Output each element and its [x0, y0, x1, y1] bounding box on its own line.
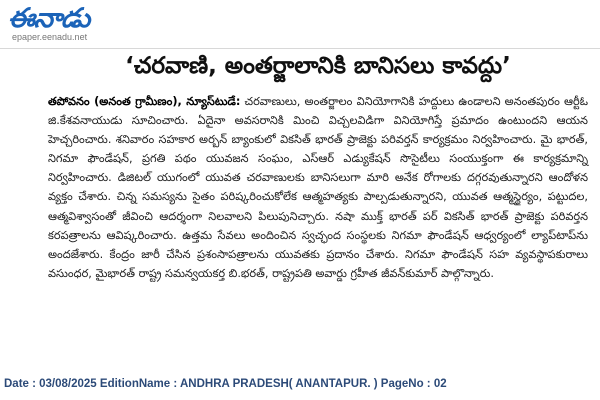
masthead: [8, 4, 158, 48]
article-headline: ‘చరవాణి, అంతర్జాలానికి బానిసలు కావద్దు’: [125, 53, 511, 79]
article-body: [48, 92, 588, 283]
newspaper-logo: ఈనాడు: [8, 3, 90, 34]
article-dateline: తపోవనం (అనంత గ్రామీణం), న్యూస్‌టుడే:: [48, 95, 241, 108]
edition-info: Date : 03/08/2025 EditionName : ANDHRA PRADESH( ANANTAPUR. ) PageNo : 02: [4, 378, 447, 390]
epaper-url: epaper.eenadu.net: [12, 32, 88, 42]
article-body-text: చరవాణులు, అంతర్జాలం వినియోగానికి హద్దులు ఉండాలని అనంతపురం ఆర్టీఓ జి.కేశవనాయుడు సూచించారు. ఏదైనా అవసరానికి మించి విచ్చలవిడిగా వినియోగిస్తే ప్రమాదం ఉంటుందని ఆయన హెచ్చరించారు. శనివారం సహకార అర్బన్ బ్యాంకులో వికసిత్ భారత్ ప్రాజెక్టు పరివర్తన్ కార్యక్రమం నిర్వహించారు. మై భారత్, నిగమా ఫౌండేషన్, ప్రగతి పథం యువజన సంఘం, ఎస్‌ఆర్ ఎడ్యుకేషన్ సొసైటీలు సంయుక్తంగా ఈ కార్యక్రమాన్ని నిర్వహించారు. డిజిటల్ యుగంలో యువత చరవాణులకు బానిసలుగా మారి అనేక రోగాలకు దగ్గరవుతున్నారని ఆందోళన వ్యక్తం చేశారు. చిన్న సమస్యను సైతం పరిష్కరించుకోలేక ఆత్మహత్యకు పాల్పడుతున్నారని, యువత ఆత్మస్థైర్యం, పట్టుదల, ఆత్మవిశ్వాసంతో జీవించి ఆదర్శంగా నిలవాలని పిలుపునిచ్చారు. నషా ముక్త్ భారత్ పర్ వికసిత్ భారత్ ప్రాజెక్టు పరివర్తన కరపత్రాలను ఆవిష్కరించారు. ఉత్తమ సేవలు అందించిన స్వచ్ఛంద సంస్థలకు నిగమా ఫౌండేషన్ ఆధ్వర్యంలో ల్యాప్‌టాప్‌ను అందజేశారు. కేంద్రం జారీ చేసిన ప్రశంసాపత్రాలను యువతకు ప్రదానం చేశారు. నిగమా ఫౌండేషన్ సహ వ్యవస్థాపకురాలు వసుంధర, మైభారత్ రాష్ట్ర సమన్వయకర్త బి.భరత్, రాష్ట్రపతి అవార్డు గ్రహీత జీవన్‌కుమార్ పాల్గొన్నారు.: [48, 95, 588, 280]
article: [48, 44, 588, 374]
